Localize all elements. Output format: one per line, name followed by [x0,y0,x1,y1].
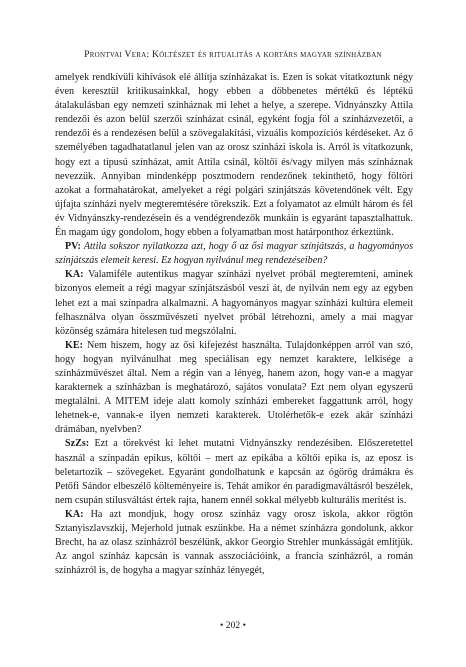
paragraph-text: Attila sokszor nyilatkozza azt, hogy ő az ősi magyar színjátszás, a hagyományos színjátszás elemeit keresi. Ez hogyan nyilvánul meg rendezéseiben? [55,241,413,267]
speaker-label: PV: [65,241,81,253]
page-number: • 202 • [220,620,246,631]
paragraph-text: Valamiféle autentikus magyar színházi nyelvet próbál megteremteni, aminek bizonyos elemeit a régi magyar színjátszásból veszi át, de nyilván nem egy az egyben lehet ezt a mai színpadra alkalmazni. A hagyományos magyar színházi kultúra elemeit felhasználva olyan összművészeti nyelvet próbál létrehozni, amely a mai magyar közönség számára hitelesen tud megszólalni. [55,269,413,337]
body-text [55,71,413,578]
answer-paragraph [55,437,413,507]
speaker-label: KA: [65,508,84,520]
answer-paragraph [55,268,413,338]
interviewer-question [55,240,413,268]
paragraph-continuation [55,71,413,240]
paragraph-text: Nem hiszem, hogy az ősi kifejezést használta. Tulajdonképpen arról van szó, hogy hogyan nyilvánulhat meg speciálisan egy nemzet karaktere, lelkisége a színházművészet által. Nem a régin van a lényeg, hanem azon, hogy van-e a magyar karakternek a színházban is meghatározó, sajátos vonulata? Ezt nem olyan egyszerű megtalálni. A MITEM ideje alatt komoly színházi embereket faggattunk arról, hogy lehetnek-e, vannak-e ilyen nemzeti karakterek. Utolérhetők-e ezek akár színházi drámában, nyelvben? [55,339,413,436]
running-head: Prontvai Vera: Költészet és ritualitás a kortárs magyar színházban [84,49,382,60]
paragraph-text: Ha azt mondjuk, hogy orosz színház vagy orosz iskola, akkor rögtön Sztanyiszlavszkij, Mejerhold jutnak eszünkbe. Ha a német színházra gondolunk, akkor Brecht, ha az olasz színházról beszélünk, akkor Georgio Strehler munkásságát említjük. Az angol színház kapcsán is vannak asszociációink, a francia színházról, a román színházról is, de hogyha a magyar színház lényegét, [55,508,414,577]
speaker-label: KE: [65,339,83,351]
speaker-label: KA: [65,269,84,281]
paragraph-text: Ezt a törekvést ki lehet mutatni Vidnyánszky rendezésiben. Előszeretettel használ a színpadán epikus, költői – mert az epikába a költői epika is, az eposz is beletartozik – szövegeket. Egyaránt gondolhatunk e kapcsán az ógörög drámákra és Petőfi Sándor elbeszélő költeményeire is. Tehát amikor én paradigmaváltásról beszélek, nem csupán stílusváltást értek rajta, hanem ennél sokkal mélyebb kulturális merítést is. [55,438,413,506]
answer-paragraph [55,508,413,578]
speaker-label: SzZs: [65,438,90,450]
answer-paragraph [55,339,413,438]
paragraph-text: amelyek rendkívüli kihívások elé állítja színházakat is. Ezen is sokat vitatkoztunk négy éven keresztül kritikusainkkal, hogy ebben a döbbenetes mértékű és léptékű átalakulásban egy nemzeti színháznak mi lehet a helye, a szerepe. Vidnyánszky Attila rendezői és azon belül szerzői színházat csinál, egyként fogja föl a színházvezetői, a rendezői és a rendezésen belül a szövegalakítási, vizuális kompozíciós kérdéseket. Az ő személyében tagadhatatlanul jelen van az orosz színházi iskola is. Arról is vitatkozunk, hogy ezt a típusú színházat, amit Attila csinál, költői és/vagy milyen más színháznak nevezzük. Annyiban mindenképp posztmodern rendezőnek tekinthető, hogy föltöri azokat a formahatárokat, amelyeket a régi polgári színjátszás követendőnek vélt. Egy újfajta színházi nyelv megteremtésére törekszik. Ezt a folyamatot az elmúlt három és fél év Vidnyánszky-rendezésein és a vendégrendezők munkáin is egyaránt tapasztalhattuk. Én magam úgy gondolom, hogy ebben a folyamatban most határponthoz érkeztünk. [55,72,413,239]
